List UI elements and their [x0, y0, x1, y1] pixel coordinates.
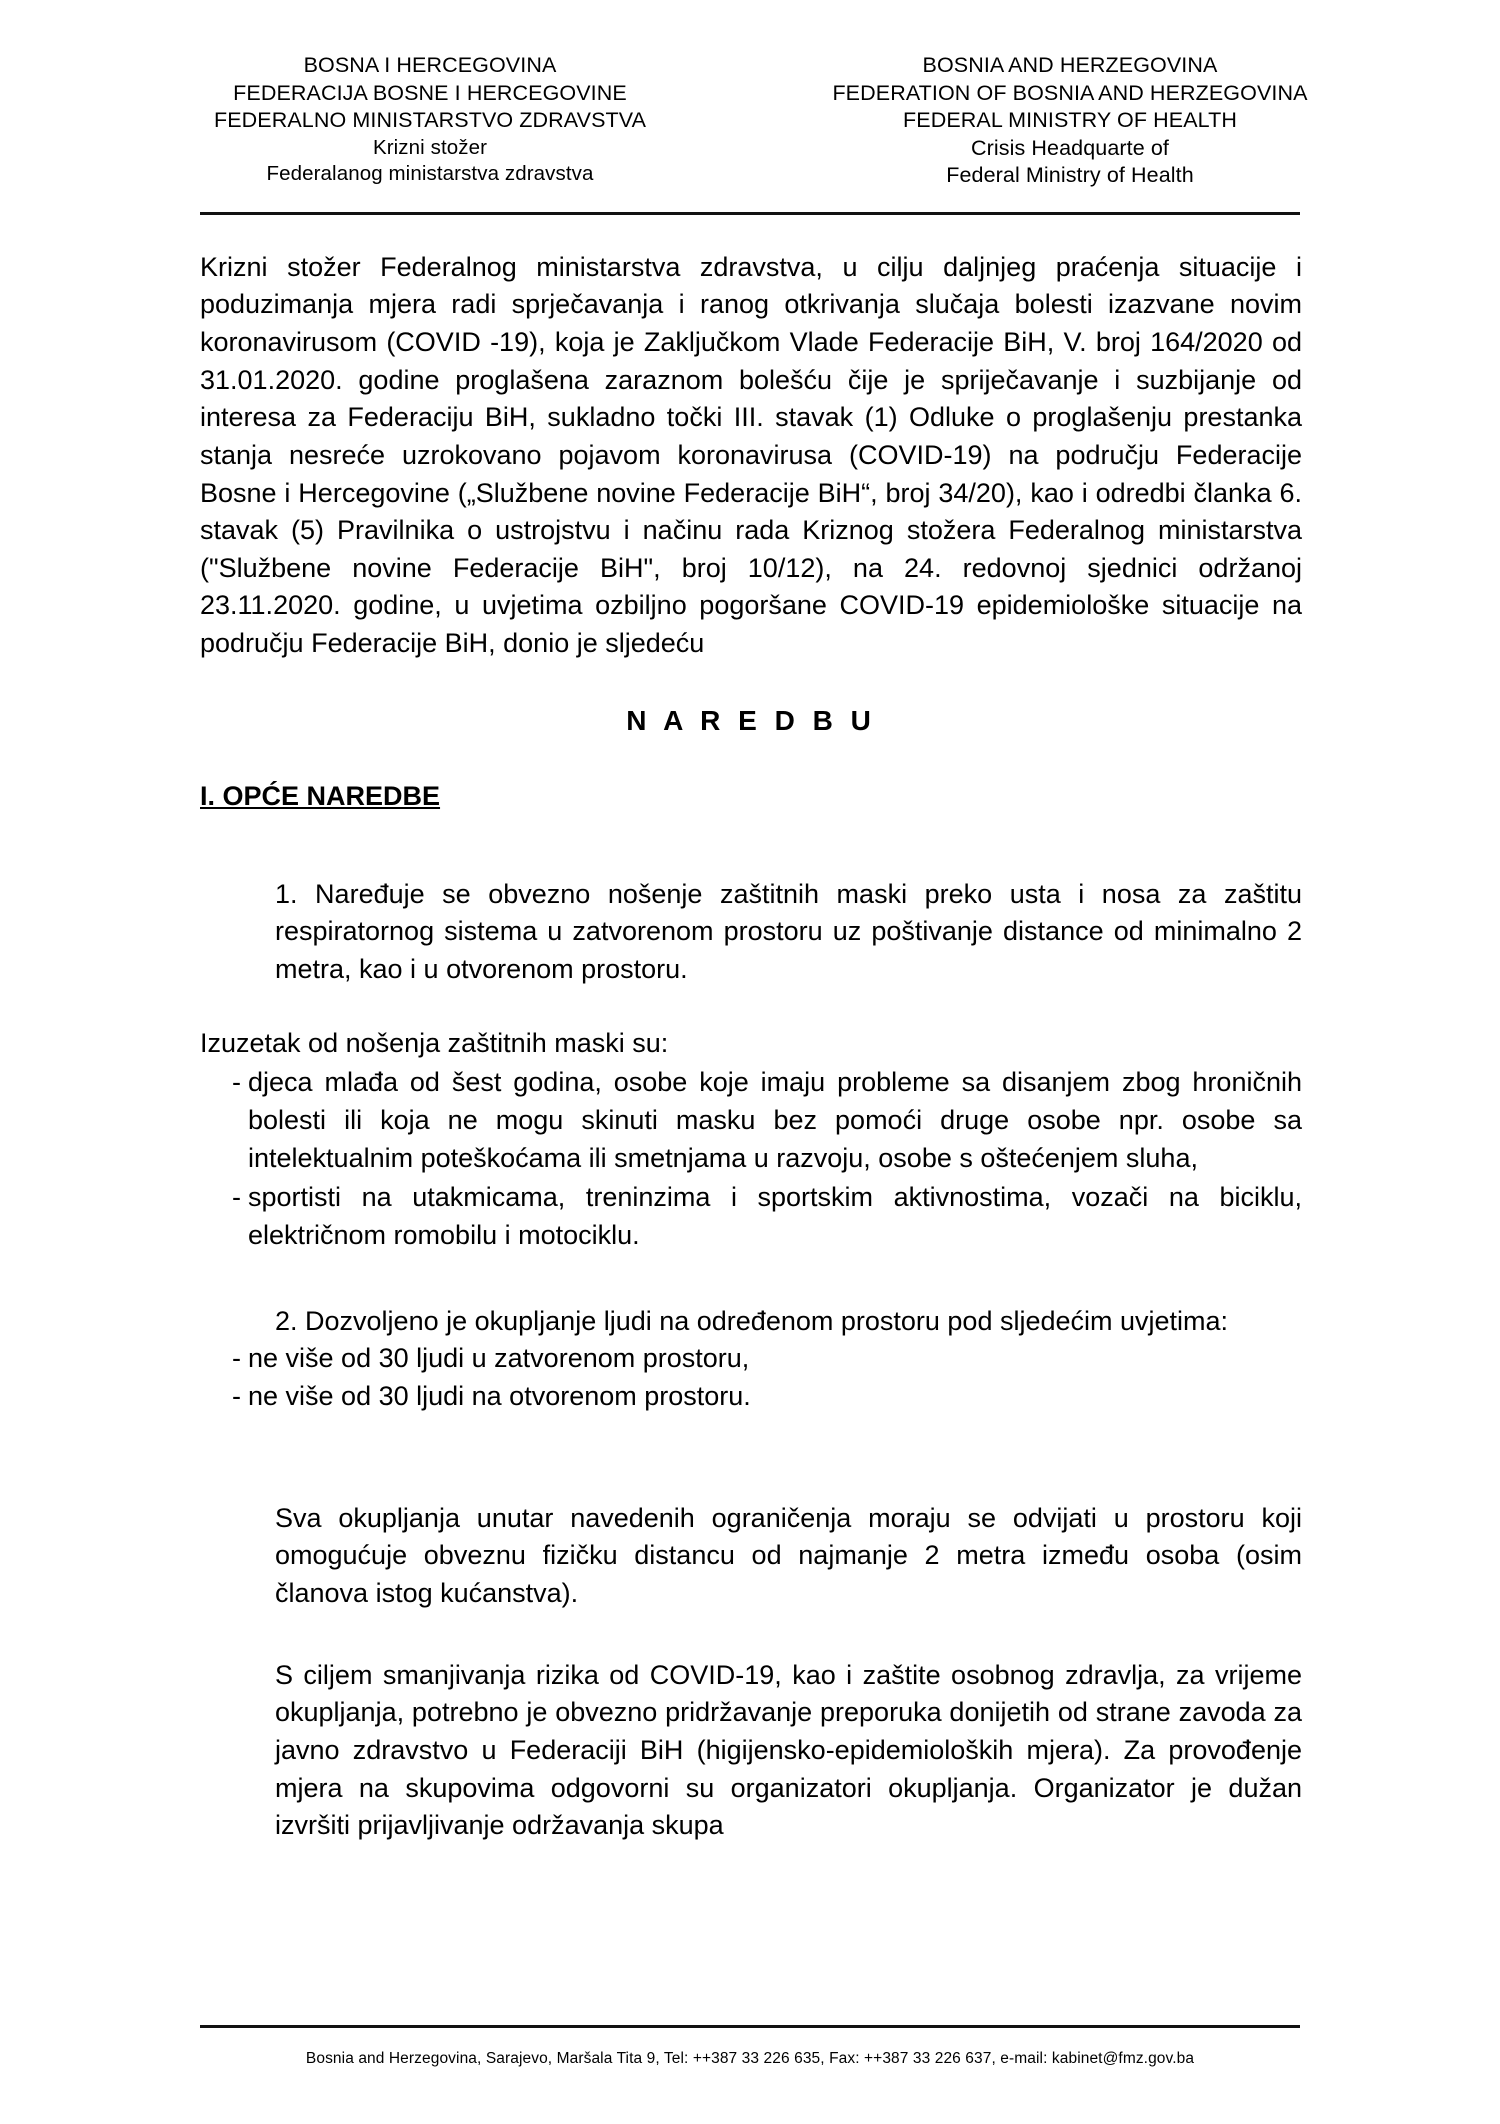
- letterhead-right-line-5: Federal Ministry of Health: [946, 163, 1194, 188]
- letterhead-left-line-5: Federalanog ministarstva zdravstva: [266, 161, 594, 185]
- letterhead: [0, 0, 1500, 190]
- dash-bullet-icon: -: [232, 1343, 241, 1374]
- exceptions-intro: Izuzetak od nošenja zaštitnih maski su:: [200, 1027, 669, 1058]
- document-body: [0, 249, 1500, 1845]
- exception-text: sportisti na utakmicama, treninzima i sportskim aktivnostima, vozači na biciklu, električnom romobilu i motociklu.: [248, 1182, 1302, 1251]
- letterhead-left-line-4: Krizni stožer: [372, 135, 488, 159]
- dash-bullet-icon: -: [232, 1381, 241, 1412]
- header-divider: [200, 212, 1300, 215]
- letterhead-english: [760, 52, 1370, 190]
- footer-contact-line: Bosnia and Herzegovina, Sarajevo, Maršala Tita 9, Tel: ++387 33 226 635, Fax: ++387 33 226 637, e-mail: kabinet@fmz.gov.ba: [305, 2050, 1195, 2067]
- paragraph-risk: S ciljem smanjivanja rizika od COVID-19, kao i zaštite osobnog zdravlja, za vrijeme okupljanja, potrebno je obvezno pridržavanje preporuka donijetih od strane zavoda za javno zdravstvo u Federaciji BiH (higijensko-epidemioloških mjera). Za provođenje mjera na skupovima odgovorni su organizatori okupljanja. Organizator je dužan izvršiti prijavljivanje održavanja skupa: [275, 1659, 1302, 1841]
- footer-divider: [200, 2025, 1300, 2028]
- letterhead-left-line-2: FEDERACIJA BOSNE I HERCEGOVINE: [233, 80, 627, 105]
- gathering-limit-text: ne više od 30 ljudi na otvorenom prostoru.: [248, 1381, 751, 1412]
- exception-text: djeca mlađa od šest godina, osobe koje imaju probleme sa disanjem zbog hroničnih bolesti ili koja ne mogu skinuti masku bez pomoći druge osobe npr. osobe sa intelektualnim poteškoćama ili smetnjama u razvoju, osobe s oštećenjem sluha,: [248, 1067, 1302, 1173]
- dash-bullet-icon: -: [232, 1182, 241, 1213]
- dash-bullet-icon: -: [232, 1067, 241, 1098]
- letterhead-right-line-1: BOSNIA AND HERZEGOVINA: [922, 53, 1218, 77]
- list-item: [200, 1064, 1302, 1177]
- document-title: N A R E D B U: [626, 704, 876, 736]
- letterhead-right-line-2: FEDERATION OF BOSNIA AND HERZEGOVINA: [832, 80, 1308, 105]
- intro-paragraph: Krizni stožer Federalnog ministarstva zdravstva, u cilju daljnjeg praćenja situacije i poduzimanja mjera radi sprječavanja i ranog otkrivanja slučaja bolesti izazvane novim koronavirusom (COVID -19), koja je Zaključkom Vlade Federacije BiH, V. broj 164/2020 od 31.01.2020. godine proglašena zaraznom bolešću čije je spriječavanje i suzbijanje od interesa za Federaciju BiH, sukladno točki III. stavak (1) Odluke o proglašenju prestanka stanja nesreće uzrokovano pojavom koronavirusa (COVID-19) na području Federacije Bosne i Hercegovine („Službene novine Federacije BiH“, broj 34/20), kao i odredbi članka 6. stavak (5) Pravilnika o ustrojstvu i načinu rada Kriznog stožera Federalnog ministarstva ("Službene novine Federacije BiH", broj 10/12), na 24. redovnoj sjednici održanoj 23.11.2020. godine, u uvjetima ozbiljno pogoršane COVID-19 epidemiološke situacije na području Federacije BiH, donio je sljedeću: [200, 251, 1302, 659]
- letterhead-bosnian: [130, 52, 760, 190]
- letterhead-right-line-3: FEDERAL MINISTRY OF HEALTH: [903, 108, 1237, 133]
- gathering-limits-list: [200, 1340, 1302, 1415]
- letterhead-right-line-4: Crisis Headquarte of: [971, 135, 1169, 160]
- list-item: [200, 1340, 1302, 1378]
- list-item: [200, 1378, 1302, 1416]
- list-item: [200, 1179, 1302, 1254]
- page-footer: [0, 2025, 1500, 2068]
- exceptions-list: [200, 1064, 1302, 1254]
- letterhead-left-line-1: BOSNA I HERCEGOVINA: [303, 53, 557, 77]
- gathering-limit-text: ne više od 30 ljudi u zatvorenom prostoru,: [248, 1343, 750, 1374]
- paragraph-distance: Sva okupljanja unutar navedenih ograničenja moraju se odvijati u prostoru koji omogućuje obveznu fizičku distancu od najmanje 2 metra između osoba (osim članova istog kućanstva).: [275, 1502, 1302, 1608]
- letterhead-left-line-3: FEDERALNO MINISTARSTVO ZDRAVSTVA: [213, 108, 647, 133]
- order-item-2: 2. Dozvoljeno je okupljanje ljudi na određenom prostoru pod sljedećim uvjetima:: [275, 1305, 1229, 1336]
- section-heading-general-orders: I. OPĆE NAREDBE: [200, 780, 441, 811]
- order-item-1: 1. Naređuje se obvezno nošenje zaštitnih maski preko usta i nosa za zaštitu respiratornog sistema u zatvorenom prostoru uz poštivanje distance od minimalno 2 metra, kao i u otvorenom prostoru.: [275, 878, 1302, 985]
